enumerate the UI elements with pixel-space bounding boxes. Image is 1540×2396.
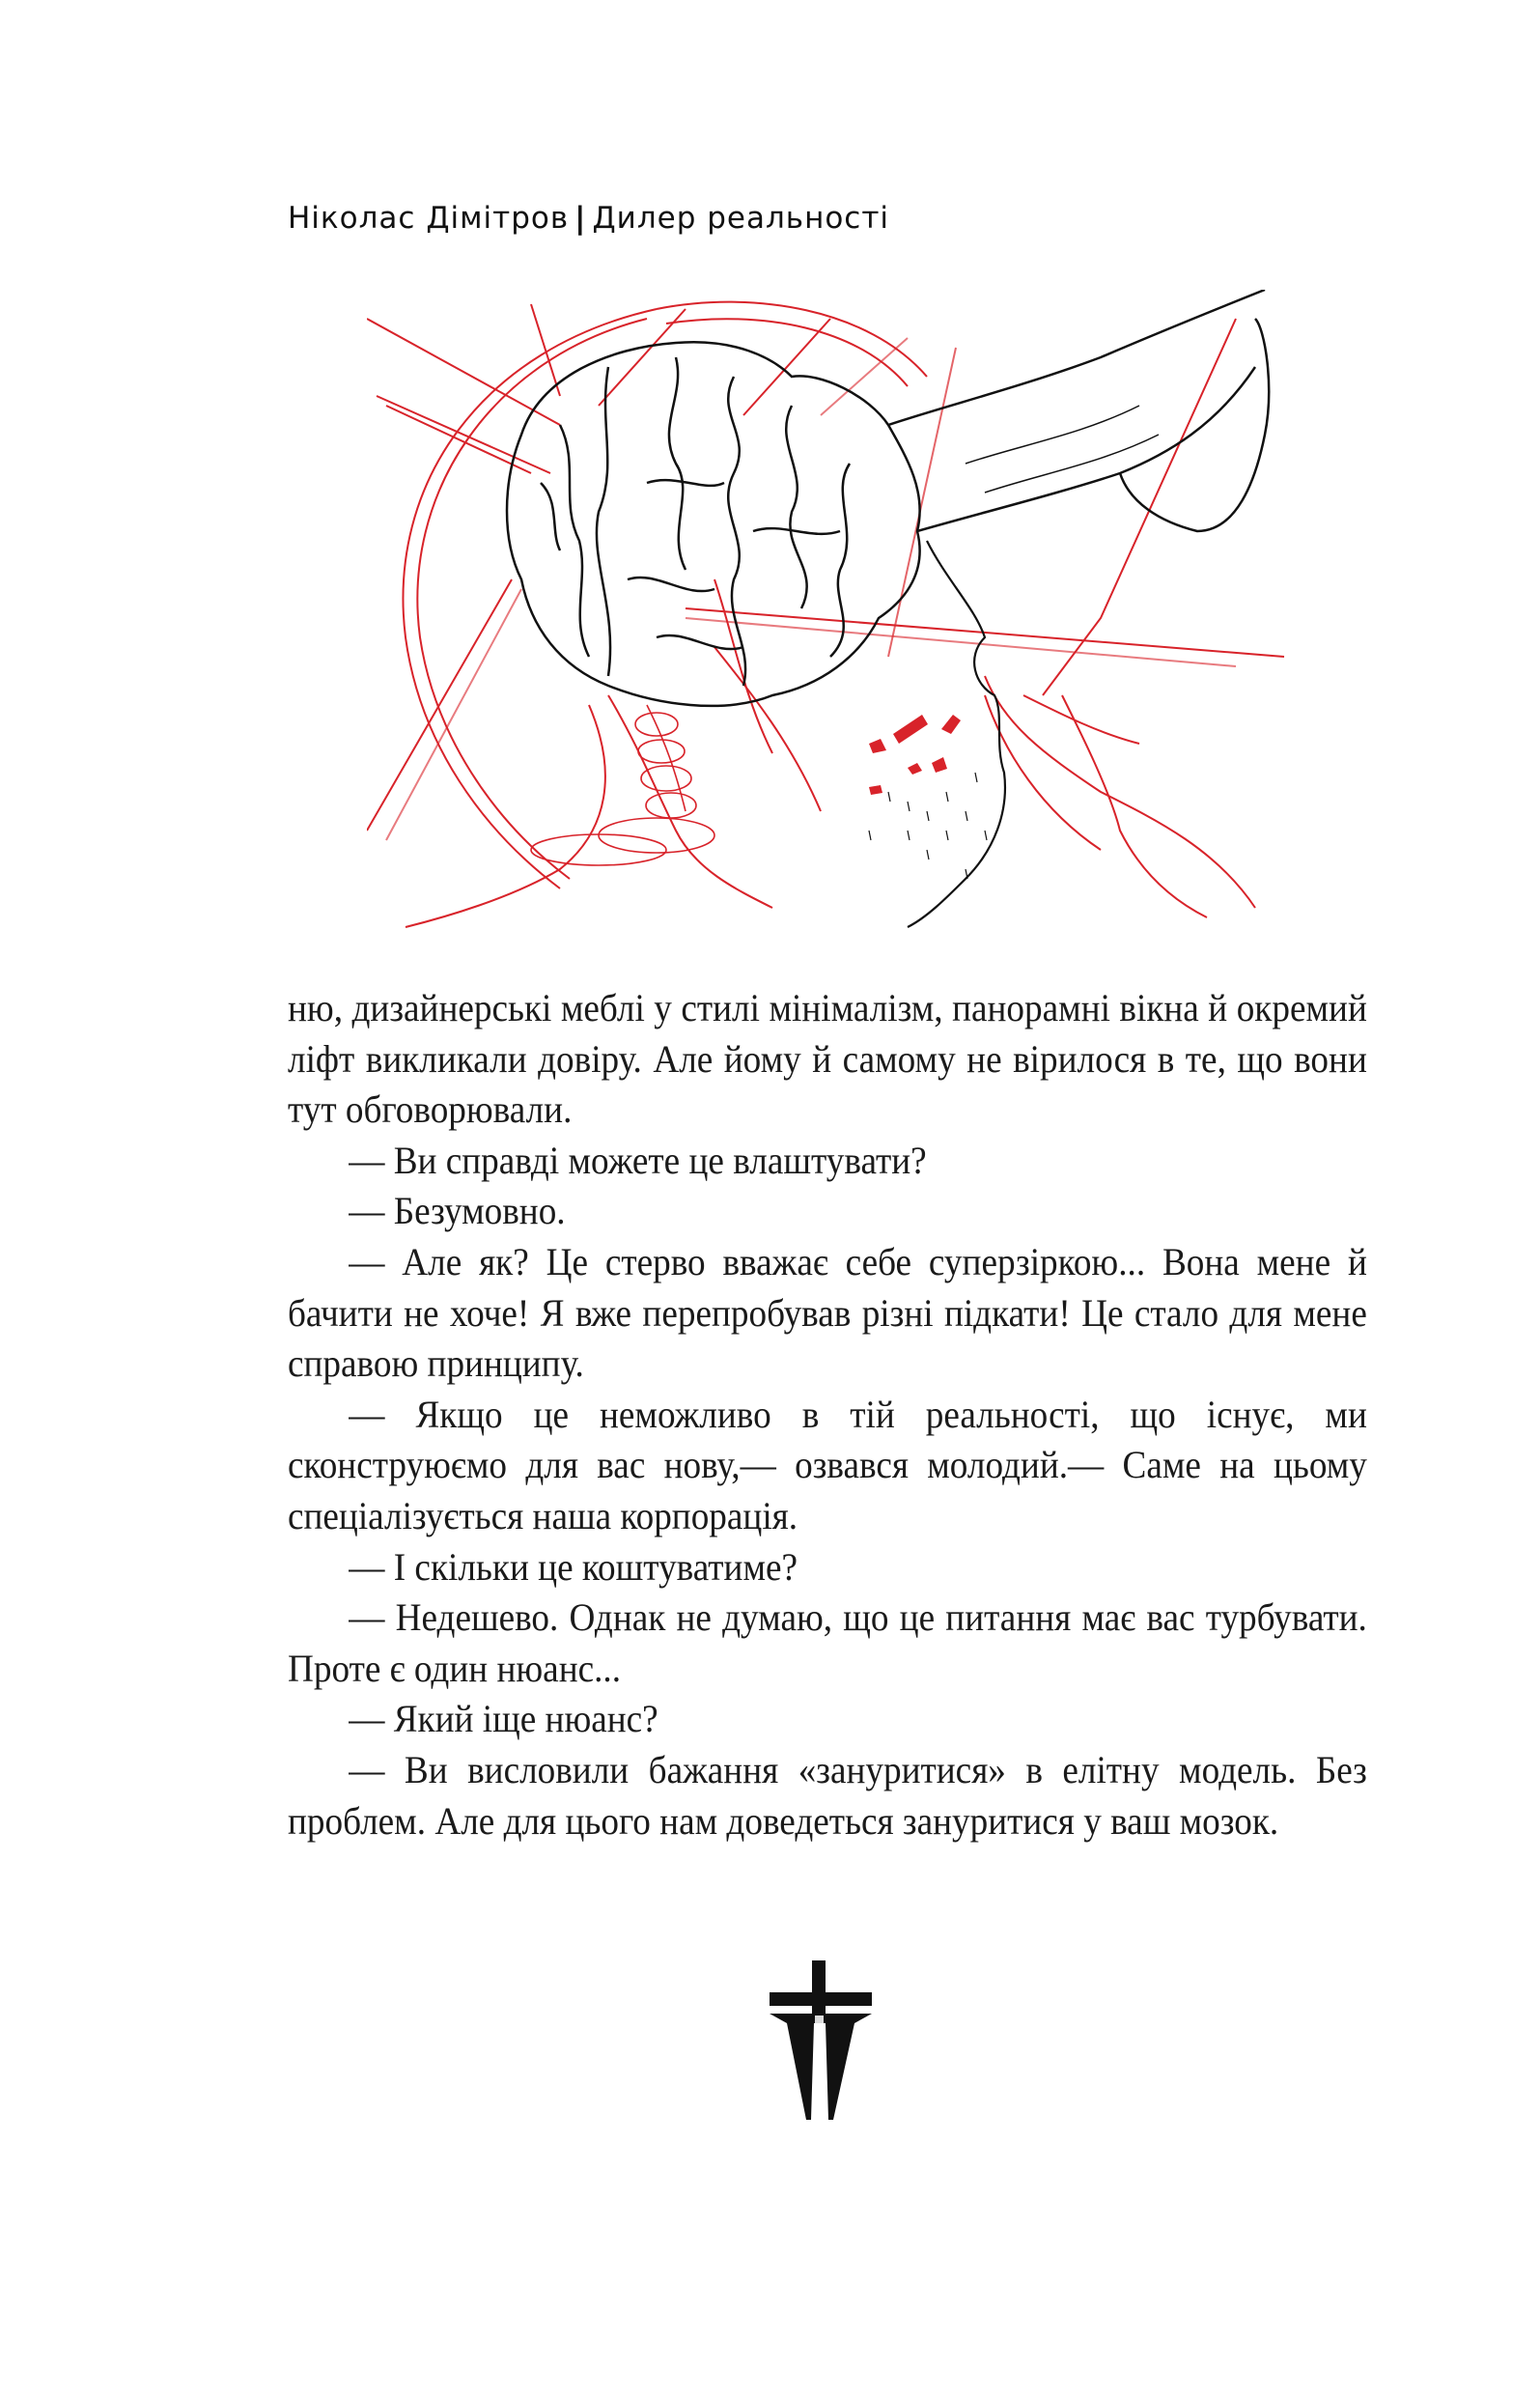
paragraph: — Якщо це неможливо в тій реальності, що існує, ми сконструюємо для вас нову,— озвався молодий.— Саме на цьому спеціалізується наша корпорація. (288, 1392, 1367, 1537)
paragraph: — Але як? Це стерво вважає себе суперзіркою... Вона мене й бачити не хоче! Я вже перепробував різні підкати! Це стало для мене справою принципу. (288, 1239, 1367, 1386)
red-spine (531, 705, 714, 865)
paragraph: — Безумовно. (349, 1189, 566, 1233)
stubble-marks (869, 773, 987, 879)
red-teeth (869, 715, 961, 795)
brain-outline (507, 342, 920, 706)
body-text (288, 983, 1367, 1846)
red-sketch-lines (367, 302, 1284, 927)
paragraph: ню, дизайнерські меблі у стилі мінімалізм, панорамні вікна й окремий ліфт викликали довіру. Але йому й самому не вірилося в те, що вони тут обговорювали. (288, 986, 1367, 1132)
dagger-cross-icon (758, 1956, 883, 2125)
paragraph: — Недешево. Однак не думаю, що це питання має вас турбувати. Проте є один нюанс... (288, 1595, 1367, 1690)
author-name: Ніколас Дімітров (288, 201, 570, 236)
paragraph: — І скільки це коштуватиме? (349, 1544, 798, 1589)
paragraph: — Який іще нюанс? (349, 1697, 658, 1741)
paragraph: — Ви висловили бажання «зануритися» в елітну модель. Без проблем. Але для цього нам доведеться зануритися у ваш мозок. (288, 1747, 1367, 1843)
book-title: Дилер реальності (592, 201, 890, 236)
paragraph: — Ви справді можете це влаштувати? (349, 1138, 927, 1182)
running-header (288, 201, 889, 236)
arm-outline (888, 290, 1269, 531)
header-separator: | (574, 201, 587, 236)
face-profile (908, 541, 1005, 927)
brain-illustration (367, 290, 1294, 946)
